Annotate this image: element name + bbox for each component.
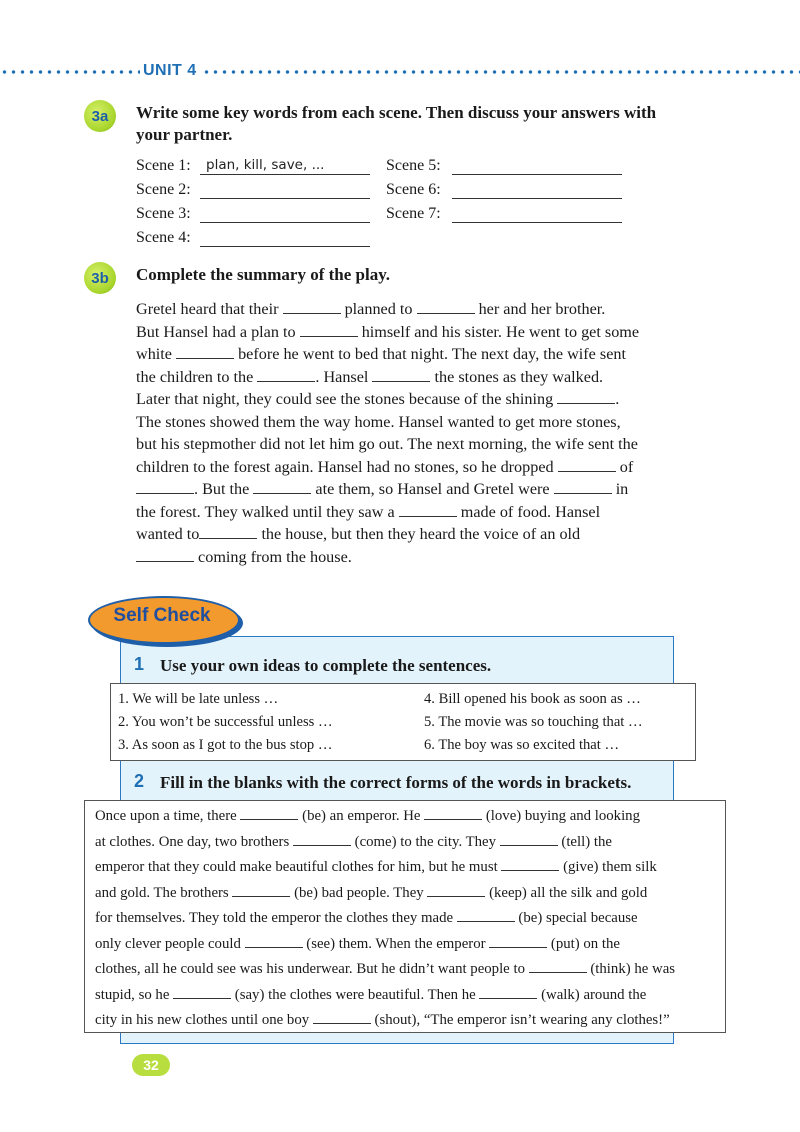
summary-line [136, 298, 716, 321]
story-blank[interactable] [240, 806, 298, 820]
q1-item-6: 6. The boy was so excited that … [424, 737, 620, 753]
summary-text: children to the forest again. Hansel had no stones, so he dropped [136, 457, 558, 476]
story-text: (be) an emperor. He [298, 808, 425, 824]
summary-text: the stones as they walked. [430, 367, 604, 386]
summary-line [136, 523, 716, 546]
summary-blank[interactable] [558, 457, 616, 472]
story-line [95, 957, 725, 983]
summary-text: the children to the [136, 367, 258, 386]
story-text: at clothes. One day, two brothers [95, 833, 293, 850]
story-line [95, 830, 725, 856]
scene-3 [136, 204, 191, 226]
summary-text: The stones showed them the way home. Hansel wanted to get more stones, [136, 412, 621, 431]
summary-text: of [615, 457, 634, 476]
story-blank[interactable] [500, 832, 558, 846]
instruction-3b: Complete the summary of the play. [136, 265, 391, 284]
summary-blank[interactable] [253, 479, 311, 494]
q1-instruction: Use your own ideas to complete the sentences. [160, 656, 492, 675]
scene-4-field[interactable] [200, 228, 370, 247]
summary-blank[interactable] [257, 367, 315, 382]
q1-number: 1 [134, 654, 145, 674]
summary-paragraph [136, 298, 716, 568]
story-text: (be) special because [514, 910, 638, 926]
story-text: and gold. The brothers [95, 884, 233, 901]
self-check-title: Self Check [113, 605, 211, 626]
summary-text: made of food. Hansel [456, 502, 601, 521]
summary-text: But Hansel had a plan to [136, 322, 300, 341]
summary-line [136, 321, 716, 344]
summary-line [136, 433, 716, 456]
story-text: (give) them silk [559, 859, 657, 875]
story-text: (think) he was [586, 961, 676, 977]
story-line [95, 855, 725, 881]
q1-item-2: 2. You won’t be successful unless … [118, 714, 333, 730]
scene-7-label: Scene 7: [386, 205, 441, 222]
summary-text: the house, but then they heard the voice of an old [257, 525, 581, 543]
story-blank[interactable] [529, 959, 587, 973]
summary-line [136, 501, 716, 524]
scene-5-field[interactable] [452, 156, 622, 175]
scene-2 [136, 180, 191, 202]
q2-number: 2 [134, 771, 145, 791]
summary-text: coming from the house. [194, 547, 352, 566]
summary-text: wanted to [136, 525, 200, 543]
badge-3b: 3b [84, 262, 116, 294]
story-text: (tell) the [557, 833, 612, 850]
scene-1 [136, 156, 325, 178]
instruction-3a-line1: Write some key words from each scene. Then discuss your answers with [136, 103, 657, 122]
story-text: only clever people could [95, 935, 245, 952]
story-text: (love) buying and looking [482, 808, 640, 824]
summary-line [136, 478, 716, 501]
summary-blank[interactable] [136, 547, 194, 562]
summary-text: . [615, 390, 620, 408]
summary-text: planned to [340, 300, 417, 318]
scene-7-field[interactable] [452, 204, 622, 223]
story-text: (keep) all the silk and gold [485, 884, 648, 901]
scene-6-label: Scene 6: [386, 181, 441, 198]
scene-2-field[interactable] [200, 180, 370, 199]
story-text: (see) them. When the emperor [302, 935, 490, 952]
story-blank[interactable] [501, 857, 559, 871]
header-dots-right [202, 70, 800, 74]
q1-item-3: 3. As soon as I got to the bus stop … [118, 737, 333, 753]
q1-item-1: 1. We will be late unless … [118, 691, 279, 707]
story-blank[interactable] [293, 832, 351, 846]
story-blank[interactable] [173, 985, 231, 999]
summary-blank[interactable] [399, 502, 457, 517]
unit-label: UNIT 4 [143, 62, 197, 79]
instruction-3a [136, 102, 736, 146]
summary-text: . But the [194, 480, 254, 498]
story-text: city in his new clothes until one boy [95, 1012, 313, 1028]
story-text: (walk) around the [537, 986, 647, 1003]
story-text: (be) bad people. They [290, 884, 428, 901]
story-text: (come) to the city. They [350, 833, 500, 850]
summary-blank[interactable] [136, 479, 194, 494]
story-text: for themselves. They told the emperor the clothes they made [95, 910, 457, 926]
story-blank[interactable] [457, 908, 515, 922]
story-line [95, 804, 725, 830]
story-blank[interactable] [245, 934, 303, 948]
summary-text: . Hansel [315, 367, 373, 386]
unit-header [0, 62, 800, 82]
story-blank[interactable] [479, 985, 537, 999]
summary-text: but his stepmother did not let him go out. The next morning, the wife sent the [136, 435, 638, 453]
summary-text: himself and his sister. He went to get some [357, 322, 640, 341]
summary-line [136, 388, 716, 411]
summary-line [136, 343, 716, 366]
story-blank[interactable] [424, 806, 482, 820]
scene-3-field[interactable] [200, 204, 370, 223]
summary-text: before he went to bed that night. The next day, the wife sent [234, 345, 626, 363]
summary-line [136, 411, 716, 434]
summary-text: in [611, 480, 629, 498]
scene-7 [386, 204, 441, 226]
summary-blank[interactable] [199, 524, 257, 539]
summary-text: white [136, 345, 177, 363]
story-line [95, 1008, 725, 1034]
page-number: 32 [132, 1054, 170, 1076]
q2-story-box [84, 800, 726, 1033]
story-blank[interactable] [427, 883, 485, 897]
summary-line [136, 546, 716, 569]
story-text: (shout), “The emperor isn’t wearing any clothes!” [370, 1012, 670, 1028]
story-blank[interactable] [489, 934, 547, 948]
summary-text: Later that night, they could see the stones because of the shining [136, 390, 558, 408]
badge-3a: 3a [84, 100, 116, 132]
scene-4-label: Scene 4: [136, 229, 191, 246]
summary-text: ate them, so Hansel and Gretel were [311, 480, 554, 498]
story-text: clothes, all he could see was his underwear. But he didn’t want people to [95, 961, 529, 977]
summary-blank[interactable] [176, 344, 234, 359]
story-text: emperor that they could make beautiful clothes for him, but he must [95, 859, 502, 875]
q1-item-4: 4. Bill opened his book as soon as … [424, 691, 641, 707]
summary-blank[interactable] [372, 367, 430, 382]
instruction-3a-line2: your partner. [136, 125, 233, 144]
scene-1-label: Scene 1: [136, 157, 191, 174]
scene-4 [136, 228, 191, 250]
scene-6 [386, 180, 441, 202]
story-line [95, 932, 725, 958]
scene-2-label: Scene 2: [136, 181, 191, 198]
story-line [95, 906, 725, 932]
story-text: (put) on the [547, 935, 620, 952]
q2-instruction: Fill in the blanks with the correct forms of the words in brackets. [160, 773, 632, 792]
summary-text: the forest. They walked until they saw a [136, 502, 399, 521]
summary-text: Gretel heard that their [136, 300, 283, 318]
q1-sentence-box [110, 683, 696, 761]
story-blank[interactable] [232, 883, 290, 897]
story-blank[interactable] [313, 1010, 371, 1024]
header-dots-left [0, 70, 140, 74]
summary-blank[interactable] [554, 479, 612, 494]
story-text: (say) the clothes were beautiful. Then he [231, 986, 480, 1003]
summary-line [136, 456, 716, 479]
scene-5 [386, 156, 441, 178]
summary-blank[interactable] [300, 322, 358, 337]
summary-blank[interactable] [417, 299, 475, 314]
summary-blank[interactable] [557, 389, 615, 404]
summary-text: her and her brother. [474, 300, 606, 318]
summary-blank[interactable] [283, 299, 341, 314]
scene-5-label: Scene 5: [386, 157, 441, 174]
scene-6-field[interactable] [452, 180, 622, 199]
summary-line [136, 366, 716, 389]
story-text: Once upon a time, there [95, 808, 241, 824]
story-line [95, 881, 725, 907]
q1-item-5: 5. The movie was so touching that … [424, 714, 643, 730]
story-text: stupid, so he [95, 986, 174, 1003]
scene-1-field[interactable]: plan, kill, save, ... [200, 156, 370, 175]
story-line [95, 983, 725, 1009]
scene-3-label: Scene 3: [136, 205, 191, 222]
